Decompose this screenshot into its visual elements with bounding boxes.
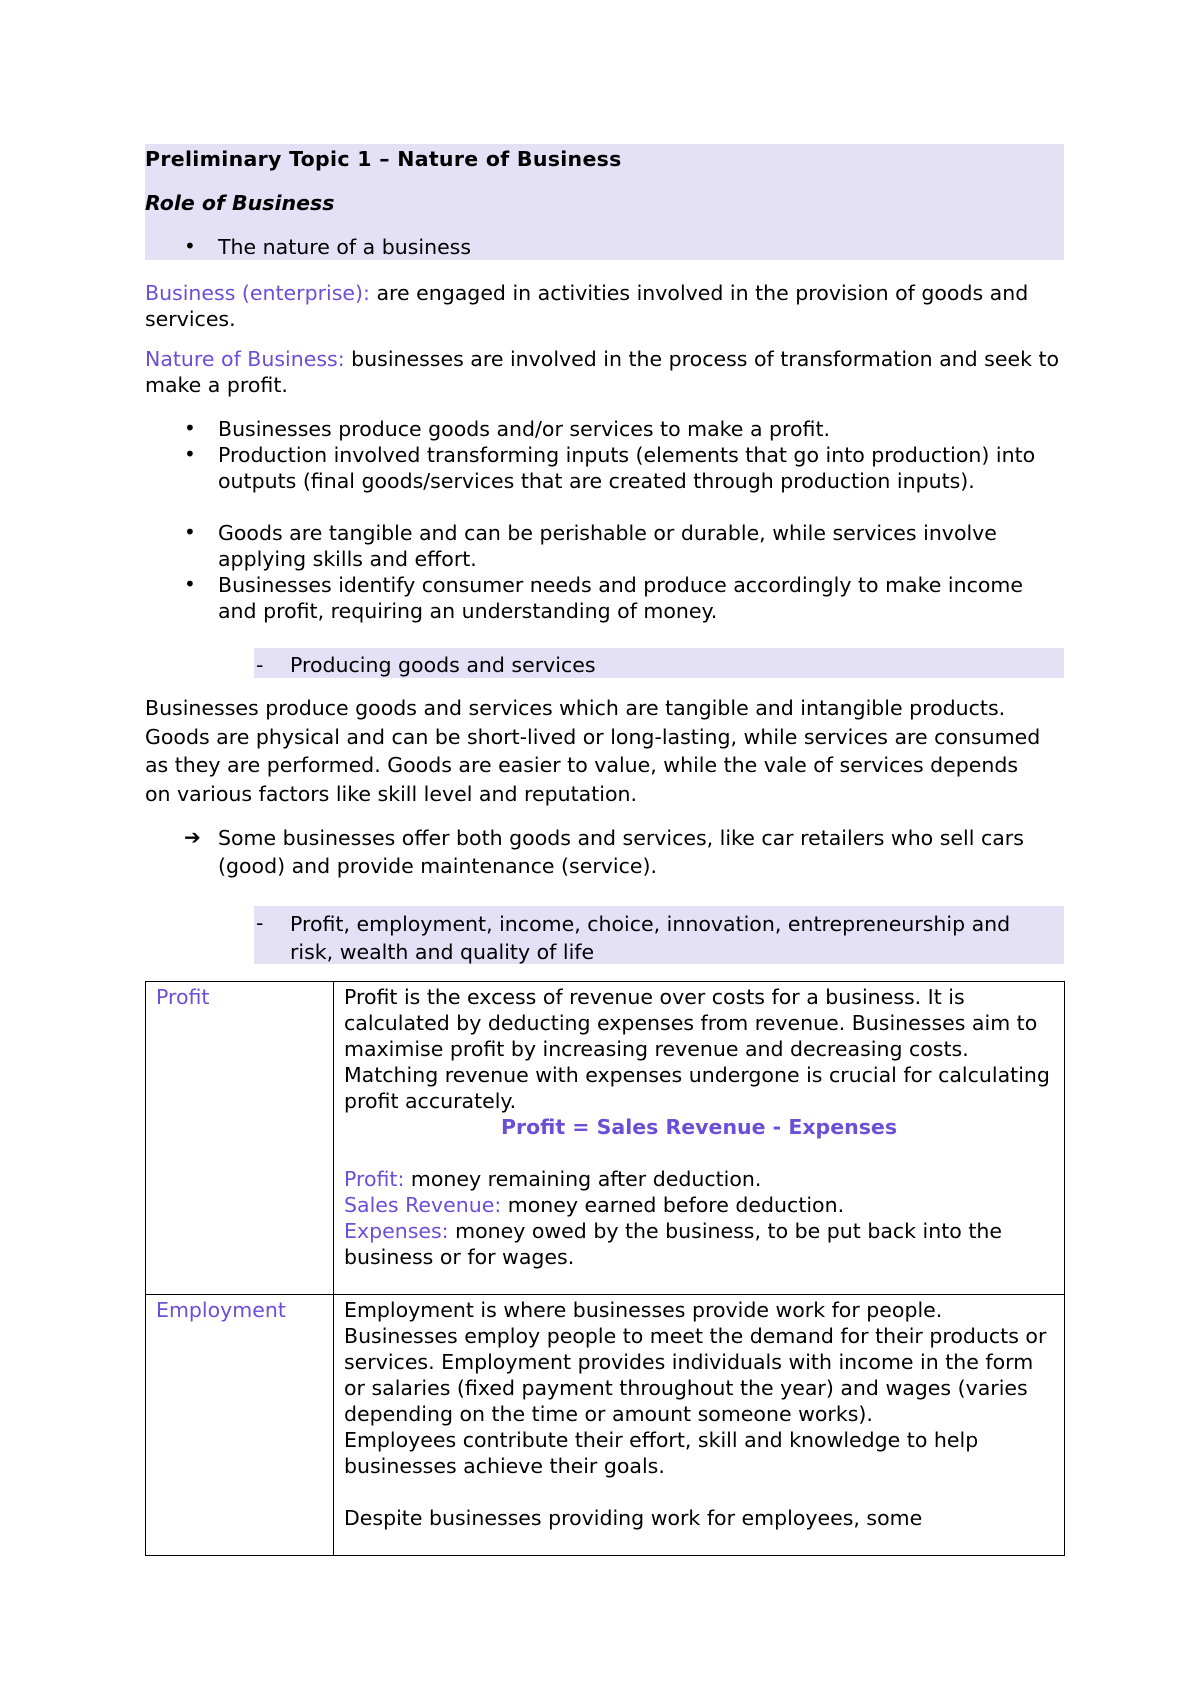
bullet-dot-icon: • — [184, 520, 196, 544]
employment-paragraph: Employment is where businesses provide work for people. Businesses employ people to meet the demand for their products or services. Employment provides individuals with income in the form or salaries (fixed payment throughout the year) and wages (varies depending on the time or amount someone works). — [344, 1298, 1047, 1426]
spacer — [344, 1479, 1054, 1505]
paragraph-goods-services: Businesses produce goods and services which are tangible and intangible products. Goods are physical and can be short-lived or long-lasting, while services are consumed as they are performed. Goods are easier to value, while the vale of services depends on various factors like skill level and reputation. — [145, 696, 1041, 806]
list-item: • Businesses identify consumer needs and produce accordingly to make income and profit, requiring an understanding of money. — [184, 572, 1023, 623]
bullet-dot-icon: • — [184, 572, 196, 596]
concepts-table — [145, 981, 1065, 1556]
arrow-right-icon: ➔ — [184, 825, 201, 849]
table-cell-label — [146, 982, 334, 1295]
section-subtitle: Role of Business — [145, 191, 335, 215]
profit-formula: Profit = Sales Revenue - Expenses — [500, 1115, 898, 1139]
term-line — [344, 1166, 1054, 1192]
definition-term: Business (enterprise): — [145, 281, 370, 305]
spacer — [344, 1140, 1054, 1166]
definition-term: Nature of Business: — [145, 347, 345, 371]
term-text: money earned before deduction. — [501, 1193, 845, 1217]
row-label-employment: Employment — [156, 1298, 286, 1322]
employment-paragraph: Despite businesses providing work for employees, some — [344, 1506, 923, 1530]
definition-nature — [145, 346, 1070, 398]
definition-text: businesses are involved in the process of transformation and seek to make a profit. — [145, 347, 1060, 397]
profit-paragraph: Matching revenue with expenses undergone is crucial for calculating profit accurately. — [344, 1063, 1050, 1113]
employment-paragraph: Employees contribute their effort, skill and knowledge to help businesses achieve their goals. — [344, 1428, 979, 1478]
profit-paragraph: Profit is the excess of revenue over costs for a business. It is calculated by deducting expenses from revenue. Businesses aim to maximise profit by increasing revenue and decreasing costs. — [344, 985, 1038, 1061]
term-label: Expenses: — [344, 1219, 449, 1243]
table-cell-content — [334, 1295, 1065, 1556]
term-label: Profit: — [344, 1167, 405, 1191]
table-cell-label — [146, 1295, 334, 1556]
table-row — [146, 1295, 1065, 1556]
list-item: • Goods are tangible and can be perishable or durable, while services involve applying skills and effort. — [184, 520, 997, 571]
bullet-dot-icon: • — [184, 416, 196, 440]
term-text: money owed by the business, to be put back into the business or for wages. — [344, 1219, 1002, 1269]
term-line — [344, 1192, 1054, 1218]
topic-bullet: • The nature of a business — [184, 234, 472, 259]
row-label-profit: Profit — [156, 985, 210, 1009]
definition-business — [145, 280, 1070, 332]
table-cell-content — [334, 982, 1065, 1295]
subheading-goods-services: Producing goods and services — [290, 653, 596, 677]
subheading-dash: - — [256, 911, 264, 935]
subheading-dash: - — [256, 653, 264, 677]
bullet-dot-icon: • — [184, 234, 196, 258]
term-label: Sales Revenue: — [344, 1193, 502, 1217]
list-item: • Businesses produce goods and/or services to make a profit. — [184, 416, 831, 441]
bullet-dot-icon: • — [184, 442, 196, 466]
definition-text: are engaged in activities involved in the provision of goods and services. — [145, 281, 1029, 331]
subheading-profit-employment: Profit, employment, income, choice, innovation, entrepreneurship and risk, wealth and quality of life — [290, 912, 1011, 964]
arrow-item: ➔ Some businesses offer both goods and services, like car retailers who sell cars (good) and provide maintenance (service). — [184, 825, 1024, 878]
list-item: • Production involved transforming inputs (elements that go into production) into outputs (final goods/services that are created through production inputs). — [184, 442, 1036, 493]
term-text: money remaining after deduction. — [404, 1167, 762, 1191]
page-title: Preliminary Topic 1 – Nature of Business — [145, 147, 622, 171]
term-line — [344, 1218, 1054, 1270]
table-row — [146, 982, 1065, 1295]
